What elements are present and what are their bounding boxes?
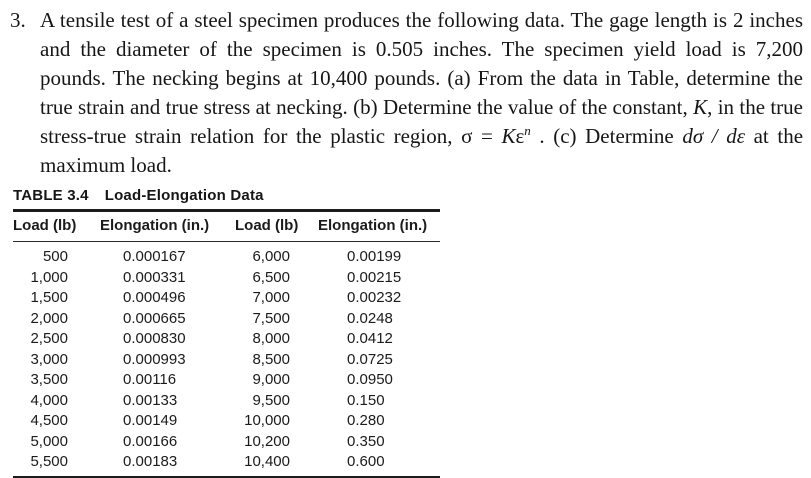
table-row — [13, 411, 440, 432]
table-cell: 9,500 — [252, 391, 290, 409]
table-cell: 0.00199 — [347, 248, 402, 265]
load-elongation-table — [13, 209, 440, 478]
table-cell: 0.000496 — [123, 289, 186, 306]
table-cell: 0.00116 — [123, 371, 177, 388]
problem-number: 3. — [10, 8, 26, 32]
table-cell: 0.00149 — [123, 412, 178, 429]
table-cell: 0.000167 — [123, 248, 186, 265]
epsilon-symbol: ε — [515, 124, 525, 148]
table-cell: 0.000993 — [123, 350, 186, 368]
exponent-n-symbol: n — [524, 123, 531, 138]
table-cell: 3,500 — [30, 371, 68, 388]
table-cell: 7,500 — [252, 309, 290, 327]
table-cell: 0.00133 — [123, 391, 178, 409]
table-cell: 0.000830 — [123, 330, 186, 347]
table-cell: 6,000 — [252, 248, 290, 265]
table-cell: 0.280 — [347, 412, 385, 429]
table-cell: 6,500 — [252, 268, 290, 286]
table-cell: 0.0725 — [347, 350, 393, 368]
table-cell: 0.0248 — [347, 309, 393, 327]
table-row — [13, 288, 440, 309]
problem-text-segment: at the maximum load. — [40, 124, 804, 177]
table-cell: 5,500 — [30, 453, 68, 470]
table-row — [13, 267, 440, 288]
problem-text-segment: A tensile test of a steel specimen produces the following data. The gage length is 2 inches and the diameter of the specimen is 0.505 inches. The specimen yield load is 7,200 pounds. The necking begins at 10,400 pounds. (a) From the data in Table, determine the true strain and true stress at necking. (b) Determine the value of the constant, — [40, 8, 803, 119]
column-header-elongation-2: Elongation (in.) — [300, 211, 440, 242]
table-cell: 10,200 — [244, 432, 290, 450]
problem-text-segment: , in the true stress-true strain relation for the plastic region, σ = — [40, 95, 803, 148]
table-header-row — [13, 211, 440, 242]
table-cell: 500 — [42, 248, 68, 265]
table-cell: 1,500 — [30, 289, 68, 306]
table-header — [13, 211, 440, 242]
column-header-load-1: Load (lb) — [13, 211, 100, 242]
problem-text-segment: . (c) Determine — [530, 124, 683, 148]
table-row — [13, 242, 440, 268]
table-cell: 10,400 — [244, 453, 290, 470]
table-cell: 2,500 — [30, 330, 68, 347]
table-cell: 0.150 — [347, 391, 385, 409]
table-cell: 0.0950 — [347, 371, 393, 388]
table-cell: 2,000 — [30, 309, 68, 327]
table-cell: 0.0412 — [347, 330, 393, 347]
table-cell: 0.00215 — [347, 268, 402, 286]
table-label: TABLE 3.4 — [13, 187, 89, 204]
problem-text — [40, 6, 803, 180]
table-cell: 0.350 — [347, 432, 385, 450]
table-row — [13, 370, 440, 391]
constant-k-symbol: K — [693, 95, 708, 119]
problem-statement — [10, 6, 803, 180]
table-row — [13, 452, 440, 477]
table-cell: 0.00166 — [123, 432, 178, 450]
derivative-expression: dσ / dε — [682, 124, 746, 148]
table-cell: 0.00232 — [347, 289, 402, 306]
table-cell: 4,000 — [30, 391, 68, 409]
table-cell: 0.00183 — [123, 453, 178, 470]
table-cell: 0.600 — [347, 453, 385, 470]
table-cell: 3,000 — [30, 350, 68, 368]
table-row — [13, 308, 440, 329]
table-cell: 7,000 — [252, 289, 290, 306]
table-cell: 1,000 — [30, 268, 68, 286]
table-row — [13, 329, 440, 350]
table-cell: 8,000 — [252, 330, 290, 347]
table-cell: 0.000665 — [123, 309, 186, 327]
table-cell: 0.000331 — [123, 268, 186, 286]
column-header-elongation-1: Elongation (in.) — [100, 211, 225, 242]
table-caption — [13, 185, 440, 209]
constant-k-symbol: K — [501, 124, 516, 148]
table-cell: 8,500 — [252, 350, 290, 368]
table-row — [13, 390, 440, 411]
table-cell: 5,000 — [30, 432, 68, 450]
table-cell: 9,000 — [252, 371, 290, 388]
table-cell: 4,500 — [30, 412, 68, 429]
table-body — [13, 242, 440, 477]
table-title: Load-Elongation Data — [104, 187, 264, 204]
table-row — [13, 349, 440, 370]
table-row — [13, 431, 440, 452]
column-header-load-2: Load (lb) — [225, 211, 300, 242]
table-cell: 10,000 — [244, 412, 290, 429]
load-elongation-table-section — [13, 185, 440, 478]
